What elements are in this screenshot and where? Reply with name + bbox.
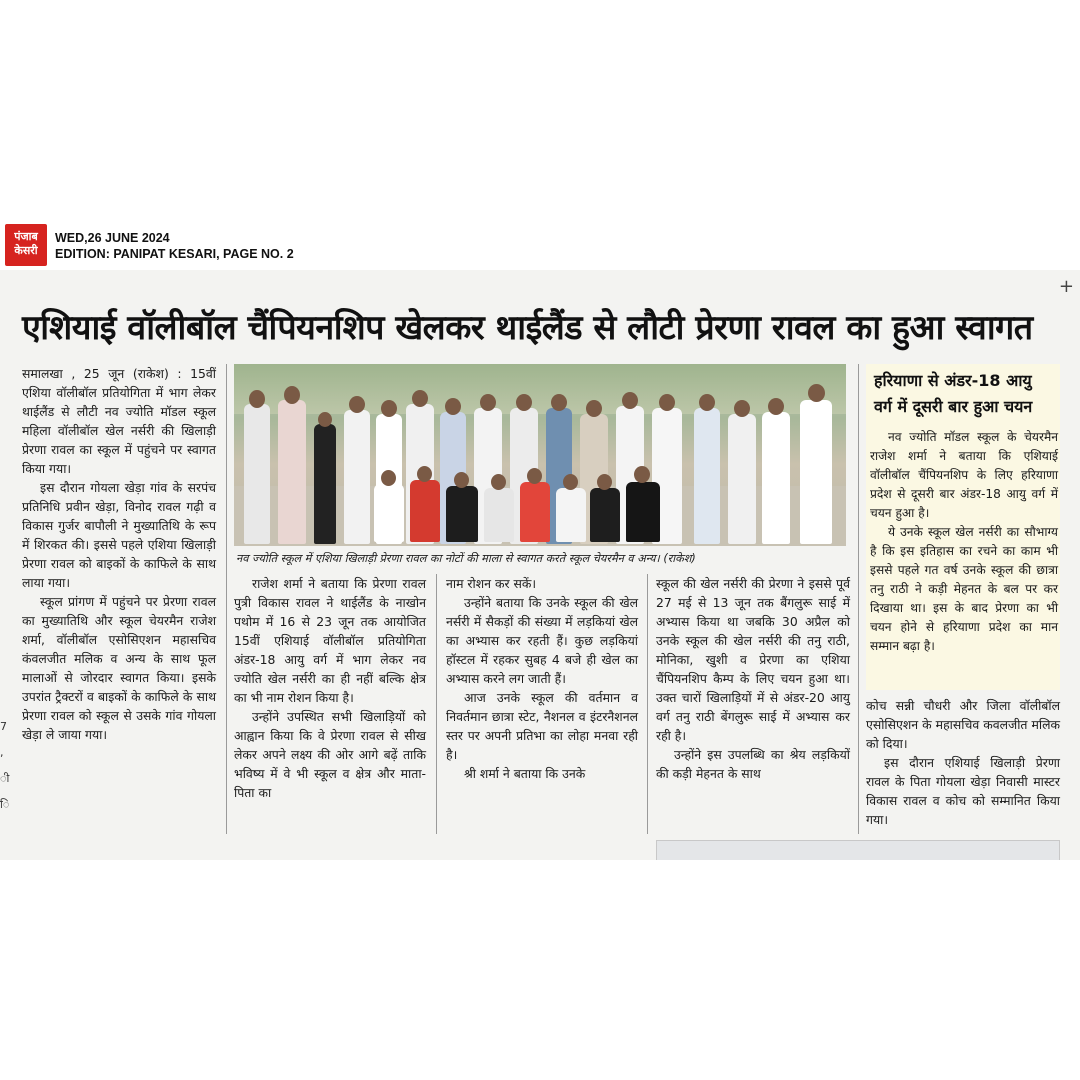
- paragraph: ये उनके स्कूल खेल नर्सरी का सौभाग्य है कि इस इतिहास का रचने का काम भी इससे पहले गत वर्ष उनके स्कूल की छात्रा तनु राठी ने कड़ी मेहनत के बल पर कर दिखाया था। इस के बाद प्रेरणा का भी चयन होने से हरियाणा प्रदेश का मान सम्मान बढ़ा है।: [870, 525, 1058, 653]
- sidebar-title: हरियाणा से अंडर-18 आयु वर्ग में दूसरी बार हुआ चयन: [874, 371, 1033, 416]
- group-photo: [234, 364, 846, 546]
- paragraph: आज उनके स्कूल की वर्तमान व निवर्तमान छात्रा स्टेट, नैशनल व इंटरनैशनल स्तर पर अपनी प्रतिभा का लोहा मनवा रही है।: [446, 690, 638, 762]
- paragraph: इस दौरान गोयला खेड़ा गांव के सरपंच प्रतिनिधि प्रवीन खेड़ा, विनोद रावल गढ़ी व विकास गुर्जर बापौली ने मुख्यातिथि के रूप में शिरकत की। इससे पहले एशिया खिलाड़ी प्रेरणा रावल को बाइकों के काफिले के साथ लाया गया।: [22, 480, 216, 590]
- article-headline: एशियाई वॉलीबॉल चैंपियनशिप खेलकर थाईलैंड से लौटी प्रेरणा रावल का हुआ स्वागत: [22, 308, 1033, 348]
- next-article-box: [656, 840, 1060, 860]
- paragraph: नाम रोशन कर सकें।: [446, 576, 537, 591]
- article-column-3: [446, 574, 638, 783]
- column-divider: [436, 574, 437, 834]
- logo-text-line2: केसरी: [14, 244, 38, 257]
- crop-mark-icon: +: [1058, 276, 1074, 297]
- column-divider: [226, 364, 227, 834]
- photo-caption: नव ज्योति स्कूल में एशिया खिलाड़ी प्रेरणा रावल का नोटों की माला से स्वागत करते स्कूल चेयरमैन व अन्य। (राकेश): [236, 552, 696, 565]
- paragraph: समालखा , 25 जून (राकेश) : 15वीं एशिया वॉलीबॉल प्रतियोगिता में भाग लेकर थाईलैंड से लौटी नव ज्योति मॉडल स्कूल महिला वॉलीबॉल खेल नर्सरी की खिलाड़ी प्रेरणा रावल का स्कूल में पहुंचने पर स्वागत किया गया।: [22, 366, 216, 476]
- newspaper-clipping: [0, 218, 1080, 860]
- article-column-5: [866, 696, 1060, 829]
- paragraph: राजेश शर्मा ने बताया कि प्रेरणा रावल पुत्री विकास रावल ने थाईलैंड के नाखोन पथोम में 16 से 23 जून तक आयोजित 15वीं एशियाई वॉलीबॉल प्रतियोगिता अंडर-18 आयु वर्ग में भाग लेकर नव ज्योति खेल नर्सरी का ही नहीं बल्कि क्षेत्र का भी नाम रोशन किया है।: [234, 576, 426, 705]
- column-divider: [858, 364, 859, 834]
- sidebar-body: [870, 428, 1058, 656]
- paragraph: स्कूल प्रांगण में पहुंचने पर प्रेरणा रावल का मुख्यातिथि और स्कूल चेयरमैन राजेश शर्मा, वॉलीबॉल एसोसिएशन महासचिव कंवलजीत मलिक व अन्य के साथ फूल मालाओं से जोरदार स्वागत किया। इसके उपरांत ट्रैक्टरों व बाइकों के काफिले के साथ प्रेरणा रावल को स्कूल से उसके गांव गोयला खेड़ा ले जाया गया।: [22, 594, 216, 742]
- photo-trees: [234, 364, 846, 414]
- edition-info: [55, 230, 294, 262]
- paragraph: श्री शर्मा ने बताया कि उनके: [464, 766, 586, 781]
- paragraph: नव ज्योति मॉडल स्कूल के चेयरमैन राजेश शर्मा ने बताया कि एशियाई वॉलीबॉल चैंपियनशिप के लिए हरियाणा प्रदेश से दूसरी बार अंडर-18 आयु वर्ग में चयन हुआ है।: [870, 430, 1058, 520]
- masthead-strip: [0, 218, 1080, 270]
- article-column-2: [234, 574, 426, 802]
- paragraph: स्कूल की खेल नर्सरी की प्रेरणा ने इससे पूर्व 27 मई से 13 जून तक बैंगलुरू साई में अभ्यास किया था जबकि 30 अप्रैल को उनके स्कूल की खेल नर्सरी की तनु राठी, मोनिका, खुशी व प्रेरणा का एशिया चैंपियनशिप कैम्प के लिए चयन हुआ था। उक्त चारों खिलाड़ियों में से अंडर-20 आयु वर्ग तनु राठी बेंगलुरू साई में अभ्यास कर रही है।: [656, 576, 850, 743]
- margin-marks: 7 , ी ि: [0, 720, 10, 811]
- punjab-kesari-logo: [5, 224, 47, 266]
- paragraph: उन्होंने उपस्थित सभी खिलाड़ियों को आह्वान किया कि वे प्रेरणा रावल से सीख लेकर अपने लक्ष्य की ओर आगे बढ़ें ताकि भविष्य में वे भी स्कूल व क्षेत्र और माता-पिता का: [234, 709, 426, 800]
- paragraph: कोच सन्नी चौधरी और जिला वॉलीबॉल एसोसिएशन के महासचिव कवलजीत मलिक को दिया।: [866, 698, 1060, 751]
- article-column-1: [22, 364, 216, 744]
- column-divider: [647, 574, 648, 834]
- article-column-4: [656, 574, 850, 783]
- paragraph: इस दौरान एशियाई खिलाड़ी प्रेरणा रावल के पिता गोयला खेड़ा निवासी मास्टर विकास रावल व कोच को सम्मानित किया गया।: [866, 755, 1060, 827]
- edition-date: WED,26 JUNE 2024: [55, 231, 170, 245]
- edition-name: EDITION: PANIPAT KESARI, PAGE NO. 2: [55, 247, 294, 261]
- paragraph: उन्होंने बताया कि उनके स्कूल की खेल नर्सरी में सैकड़ों की संख्या में लड़कियां खेल का अभ्यास कर रहती हैं। कुछ लड़कियां हॉस्टल में रहकर सुबह 4 बजे ही खेल का अभ्यास करने लग जाती हैं।: [446, 595, 638, 686]
- paragraph: उन्होंने इस उपलब्धि का श्रेय लड़कियों की कड़ी मेहनत के साथ: [656, 747, 850, 781]
- logo-text-line1: पंजाब: [14, 230, 38, 243]
